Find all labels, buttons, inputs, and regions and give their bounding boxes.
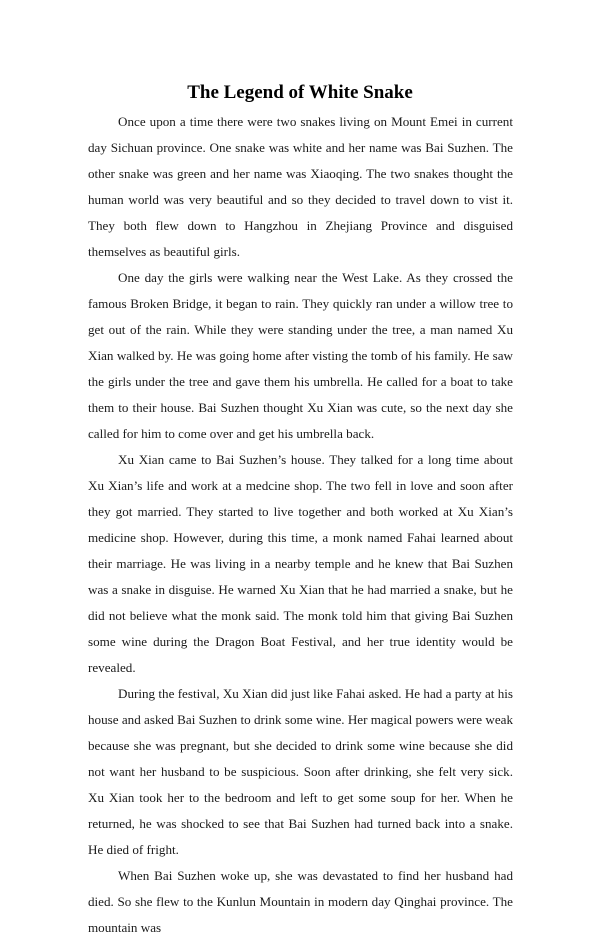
document-body	[88, 109, 513, 941]
paragraph-4: During the festival, Xu Xian did just like Fahai asked. He had a party at his house and asked Bai Suzhen to drink some wine. Her magical powers were weak because she was pregnant, but she decided to drink some wine because she did not want her husband to be suspicious. Soon after drinking, she felt very sick. Xu Xian took her to the bedroom and left to get some soup for her. When he returned, he was shocked to see that Bai Suzhen had turned back into a snake. He died of fright.	[88, 686, 513, 857]
document-title: The Legend of White Snake	[187, 82, 413, 103]
paragraph-1: Once upon a time there were two snakes living on Mount Emei in current day Sichuan province. One snake was white and her name was Bai Suzhen. The other snake was green and her name was Xiaoqing. The two snakes thought the human world was very beautiful and so they decided to travel down to vist it. They both flew down to Hangzhou in Zhejiang Province and disguised themselves as beautiful girls.	[88, 114, 513, 259]
paragraph-5: When Bai Suzhen woke up, she was devastated to find her husband had died. So she flew to the Kunlun Mountain in modern day Qinghai province. The mountain was	[88, 868, 513, 935]
paragraph-2: One day the girls were walking near the West Lake. As they crossed the famous Broken Bridge, it began to rain. They quickly ran under a willow tree to get out of the rain. While they were standing under the tree, a man named Xu Xian walked by. He was going home after visting the tomb of his family. He saw the girls under the tree and gave them his umbrella. He called for a boat to take them to their house. Bai Suzhen thought Xu Xian was cute, so the next day she called for him to come over and get his umbrella back.	[88, 270, 513, 441]
paragraph-3: Xu Xian came to Bai Suzhen’s house. They talked for a long time about Xu Xian’s life and work at a medcine shop. The two fell in love and soon after they got married. They started to live together and both worked at Xu Xian’s medicine shop. However, during this time, a monk named Fahai learned about their marriage. He was living in a nearby temple and he knew that Bai Suzhen was a snake in disguise. He warned Xu Xian that he had married a snake, but he did not believe what the monk said. The monk told him that giving Bai Suzhen some wine during the Dragon Boat Festival, and her true identity would be revealed.	[88, 452, 513, 675]
